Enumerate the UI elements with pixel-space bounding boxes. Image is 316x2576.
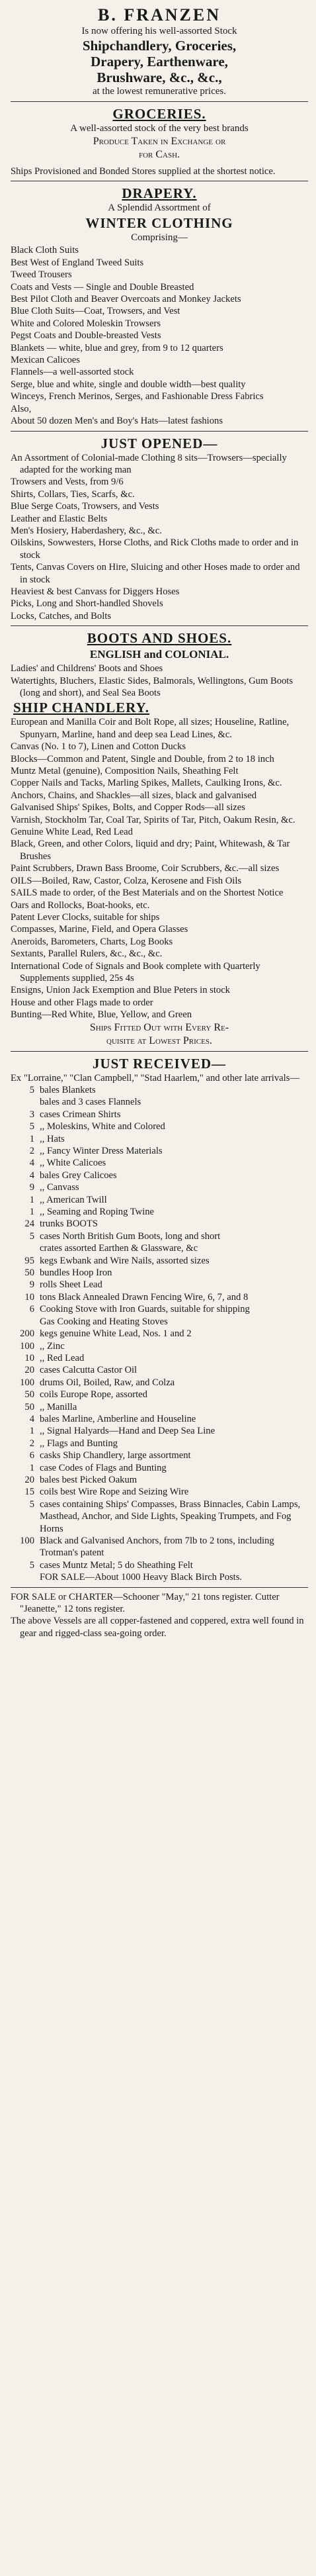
item-description: ,, American Twill [40, 1194, 107, 1205]
section-heading-opened: JUST OPENED— [100, 435, 218, 451]
divider [11, 1587, 308, 1588]
drapery-list [11, 244, 308, 427]
item-quantity: 5 [29, 1121, 34, 1132]
list-item: Patent Lever Clocks, suitable for ships [11, 911, 160, 923]
item-quantity: 4 [29, 1158, 34, 1169]
item-description: case Codes of Flags and Bunting [40, 1462, 167, 1473]
list-item: White and Colored Moleskin Trowsers [11, 318, 161, 329]
list-item [11, 1170, 308, 1181]
list-item: Picks, Long and Short-handled Shovels [11, 598, 163, 610]
list-item: Tweed Trousers [11, 269, 72, 281]
list-item: Coats and Vests — Single and Double Breasted [11, 281, 194, 293]
item-quantity: 15 [24, 1487, 34, 1498]
groceries-line-4: Ships Provisioned and Bonded Stores supplied at the shortest notice. [11, 166, 276, 177]
item-description: bundles Hoop Iron [40, 1267, 112, 1279]
list-item [11, 1194, 308, 1206]
list-item: Paint Scrubbers, Drawn Bass Broome, Coir Scrubbers, &c.—all sizes [11, 863, 280, 874]
winter-clothing: WINTER CLOTHING [85, 215, 233, 232]
list-item: Best West of England Tweed Suits [11, 257, 144, 268]
list-item [11, 1498, 308, 1535]
divider [11, 625, 308, 626]
item-description: cases North British Gum Boots, long and short [40, 1230, 221, 1242]
item-description: ,, Canvass [40, 1182, 79, 1193]
item-description: tons Black Annealed Drawn Fencing Wire, 6, 7, and 8 [40, 1291, 249, 1303]
list-item: Muntz Metal (genuine), Composition Nails, Sheathing Felt [11, 766, 239, 777]
item-quantity: 20 [24, 1365, 34, 1376]
list-item [11, 1145, 308, 1157]
list-item [11, 1291, 308, 1303]
list-item [11, 1242, 308, 1254]
item-quantity: 1 [29, 1462, 34, 1473]
item-description: ,, White Calicoes [40, 1158, 106, 1169]
item-description: ,, Fancy Winter Dress Materials [40, 1146, 163, 1156]
item-description: FOR SALE—About 1000 Heavy Black Birch Posts. [40, 1572, 243, 1583]
groceries-line-2: Produce Taken in Exchange or [93, 136, 226, 147]
list-item: Flannels—a well-assorted stock [11, 367, 134, 378]
item-quantity: 1 [29, 1194, 34, 1205]
item-quantity: 100 [20, 1377, 34, 1388]
list-item [11, 1438, 308, 1449]
item-quantity: 1 [29, 1426, 34, 1437]
list-item [11, 1340, 308, 1352]
list-item [11, 1279, 308, 1291]
section-heading-boots: BOOTS AND SHOES. [87, 630, 232, 647]
list-item: Watertights, Bluchers, Elastic Sides, Balmorals, Wellingtons, Gum Boots (long and short), and Seal Sea Boots [11, 675, 294, 698]
boots-list [11, 663, 308, 699]
list-item: Black Cloth Suits [11, 245, 79, 256]
item-description: crates assorted Earthen & Glassware, &c [40, 1243, 198, 1254]
opened-list [11, 452, 308, 623]
list-item [11, 1218, 308, 1230]
merchant-name: B. FRANZEN [97, 5, 221, 24]
list-item [11, 1352, 308, 1364]
item-quantity: 10 [24, 1352, 34, 1363]
item-quantity: 200 [20, 1328, 34, 1340]
list-item [11, 1230, 308, 1242]
list-item: Trowsers and Vests, from 9/6 [11, 477, 124, 488]
item-description: Cooking Stove with Iron Guards, suitable for shipping [40, 1304, 250, 1315]
item-quantity: 5 [29, 1084, 34, 1095]
divider [11, 431, 308, 432]
groceries-line-3: for Cash. [138, 149, 180, 160]
item-quantity: 5 [29, 1230, 34, 1242]
item-quantity: 2 [29, 1438, 34, 1449]
item-quantity: 100 [20, 1340, 34, 1352]
list-item: Mexican Calicoes [11, 355, 80, 366]
item-quantity: 5 [29, 1559, 34, 1571]
list-item: Heaviest & best Canvass for Diggers Hoses [11, 586, 180, 597]
item-quantity: 4 [29, 1170, 34, 1181]
item-quantity: 24 [24, 1219, 34, 1230]
list-item: Blue Cloth Suits—Coat, Trowsers, and Vest [11, 306, 180, 317]
sale-vessels: The above Vessels are all copper-fastened and coppered, extra well found in gear and rigged-class sea-going order. [11, 1616, 304, 1639]
item-quantity: 1 [29, 1207, 34, 1218]
list-item [11, 1413, 308, 1425]
prices-line: at the lowest remunerative prices. [92, 86, 226, 97]
list-item [11, 1401, 308, 1413]
item-description: bales Blankets [40, 1084, 96, 1095]
item-quantity: 50 [24, 1267, 34, 1279]
intro-line: Is now offering his well-assorted Stock [81, 26, 237, 36]
list-item [11, 1535, 308, 1559]
list-item [11, 1474, 308, 1486]
item-description: Gas Cooking and Heating Stoves [40, 1316, 168, 1327]
list-item: Ladies' and Childrens' Boots and Shoes [11, 663, 163, 674]
item-description: ,, Flags and Bunting [40, 1438, 118, 1449]
item-description: kegs genuine White Lead, Nos. 1 and 2 [40, 1328, 192, 1340]
item-description: ,, Manilla [40, 1401, 77, 1412]
item-description: coils Europe Rope, assorted [40, 1389, 147, 1401]
item-description: kegs Ewbank and Wire Nails, assorted sizes [40, 1255, 210, 1266]
item-description: ,, Moleskins, White and Colored [40, 1121, 165, 1132]
list-item [11, 1364, 308, 1376]
sale-heading: FOR SALE or CHARTER—Schooner "May," 21 tons register. Cutter "Jeanette," 12 tons register. [11, 1591, 280, 1615]
item-description: bales and 3 cases Flannels [40, 1097, 141, 1108]
list-item: Anchors, Chains, and Shackles—all sizes, black and galvanised [11, 790, 257, 801]
item-quantity [11, 1242, 40, 1254]
list-item [11, 1328, 308, 1340]
item-quantity: 50 [24, 1389, 34, 1401]
section-heading-received: JUST RECEIVED— [92, 1055, 227, 1072]
list-item: International Code of Signals and Book complete with Quarterly Supplements supplied, 25s 4s [11, 960, 260, 984]
list-item: Aneroids, Barometers, Charts, Log Books [11, 936, 173, 947]
list-item: Tents, Canvas Covers on Hire, Sluicing and other Hoses made to order and in stock [11, 562, 300, 585]
list-item [11, 1255, 308, 1267]
list-item: Men's Hosiery, Haberdashery, &c., &c. [11, 525, 162, 536]
received-ex: Ex "Lorraine," "Clan Campbell," "Stad Haarlem," and other late arrivals— [11, 1072, 299, 1083]
list-item [11, 1449, 308, 1461]
item-quantity: 9 [29, 1182, 34, 1193]
list-item [11, 1316, 308, 1328]
item-description: bales best Picked Oakum [40, 1474, 138, 1485]
list-item: Pegst Coats and Double-breasted Vests [11, 330, 161, 342]
list-item: Blocks—Common and Patent, Single and Double, from 2 to 18 inch [11, 753, 274, 764]
item-quantity: 100 [20, 1536, 34, 1546]
list-item: Locks, Catches, and Bolts [11, 610, 111, 621]
list-item [11, 1571, 308, 1583]
list-item [11, 1096, 308, 1108]
list-item: Best Pilot Cloth and Beaver Overcoats and Monkey Jackets [11, 294, 241, 305]
list-item: Winceys, French Merinos, Serges, and Fashionable Dress Fabrics [11, 391, 264, 402]
list-item [11, 1133, 308, 1145]
item-description: ,, Zinc [40, 1340, 65, 1352]
item-quantity: 1 [29, 1133, 34, 1144]
item-description: Black and Galvanised Anchors, from 7lb to 2 tons, including Trotman's patent [40, 1536, 274, 1559]
item-quantity: 6 [29, 1304, 34, 1315]
item-quantity: 95 [24, 1255, 34, 1266]
list-item: An Assortment of Colonial-made Clothing 8 sits—Trowsers—specially adapted for the working man [11, 452, 287, 475]
item-quantity [11, 1316, 40, 1328]
item-description: cases containing Ships' Compasses, Brass Binnacles, Cabin Lamps, Masthead, Anchor, and Side Lights, Speaking Trumpets, and Fog Horns [40, 1498, 301, 1534]
item-description: casks Ship Chandlery, large assortment [40, 1450, 191, 1461]
list-item [11, 1181, 308, 1193]
item-quantity: 4 [29, 1413, 34, 1424]
headline-drapery: Drapery, Earthenware, [91, 54, 228, 69]
item-description: ,, Hats [40, 1133, 65, 1144]
list-item: Canvas (No. 1 to 7), Linen and Cotton Ducks [11, 741, 186, 753]
list-item: Genuine White Lead, Red Lead [11, 827, 133, 838]
boots-sub: ENGLISH and COLONIAL. [89, 648, 229, 661]
divider [11, 101, 308, 102]
item-quantity: 20 [24, 1474, 34, 1485]
list-item: Sextants, Parallel Rulers, &c., &c., &c. [11, 948, 163, 960]
list-item [11, 1084, 308, 1096]
list-item: Galvanised Ships' Spikes, Bolts, and Copper Rods—all sizes [11, 802, 245, 813]
item-description: bales Marline, Amberline and Houseline [40, 1413, 196, 1424]
list-item: About 50 dozen Men's and Boy's Hats—latest fashions [11, 416, 223, 427]
ship-fitted-1: Ships Fitted Out with Every Re- [89, 1021, 229, 1033]
item-quantity [11, 1096, 40, 1108]
item-description: bales Grey Calicoes [40, 1170, 117, 1181]
item-quantity: 6 [29, 1450, 34, 1461]
groceries-line-1: A well-assorted stock of the very best brands [70, 123, 249, 134]
list-item: Oilskins, Sowwesters, Horse Cloths, and Rick Cloths made to order and in stock [11, 537, 299, 561]
list-item [11, 1109, 308, 1121]
list-item: Bunting—Red White, Blue, Yellow, and Green [11, 1009, 192, 1021]
item-quantity: 5 [29, 1498, 34, 1510]
item-quantity: 2 [29, 1146, 34, 1156]
item-description: trunks BOOTS [40, 1219, 98, 1230]
drapery-sub: A Splendid Assortment of [108, 203, 211, 214]
item-description: cases Calcutta Castor Oil [40, 1365, 138, 1376]
list-item: Oars and Rollocks, Boat-hooks, etc. [11, 899, 150, 911]
list-item: Black, Green, and other Colors, liquid and dry; Paint, Whitewash, & Tar Brushes [11, 839, 290, 862]
item-quantity: 3 [29, 1109, 34, 1120]
item-description: cases Muntz Metal; 5 do Sheathing Felt [40, 1559, 193, 1571]
section-heading-drapery: DRAPERY. [122, 185, 197, 202]
list-item [11, 1157, 308, 1169]
section-heading-ship: SHIP CHANDLERY. [13, 700, 150, 716]
received-list [11, 1084, 308, 1584]
drapery-comprising: Comprising— [131, 232, 188, 244]
item-description: rolls Sheet Lead [40, 1279, 102, 1291]
item-description: ,, Signal Halyards—Hand and Deep Sea Line [40, 1426, 216, 1437]
headline-shipchandlery: Shipchandlery, Groceries, [82, 38, 237, 54]
item-quantity: 50 [24, 1401, 34, 1412]
list-item: SAILS made to order, of the Best Materials and on the Shortest Notice [11, 888, 284, 899]
list-item [11, 1389, 308, 1401]
list-item: Shirts, Collars, Ties, Scarfs, &c. [11, 488, 135, 500]
list-item: Blue Serge Coats, Trowsers, and Vests [11, 501, 159, 512]
list-item: Varnish, Stockholm Tar, Coal Tar, Spirits of Tar, Pitch, Oakum Resin, &c. [11, 814, 296, 825]
list-item [11, 1267, 308, 1279]
item-description: coils best Wire Rope and Seizing Wire [40, 1487, 189, 1498]
item-description: ,, Red Lead [40, 1352, 85, 1363]
item-description: drums Oil, Boiled, Raw, and Colza [40, 1377, 175, 1388]
list-item: European and Manilla Coir and Bolt Rope, all sizes; Houseline, Ratline, Spunyarn, Marline, hand and deep sea Lead Lines, &c. [11, 717, 290, 740]
list-item [11, 1303, 308, 1315]
list-item: Copper Nails and Tacks, Marling Spikes, Mallets, Caulking Irons, &c. [11, 778, 282, 789]
divider [11, 1051, 308, 1052]
list-item: Leather and Elastic Belts [11, 513, 108, 524]
list-item [11, 1462, 308, 1474]
list-item: Compasses, Marine, Field, and Opera Glasses [11, 924, 188, 935]
list-item: Ensigns, Union Jack Exemption and Blue Peters in stock [11, 985, 230, 996]
item-quantity: 10 [24, 1291, 34, 1303]
ship-fitted-2: quisite at Lowest Prices. [106, 1035, 212, 1046]
list-item: OILS—Boiled, Raw, Castor, Colza, Kerosene and Fish Oils [11, 875, 242, 886]
list-item: House and other Flags made to order [11, 997, 153, 1008]
list-item: Serge, blue and white, single and double width—best quality [11, 379, 246, 390]
headline-brushware: Brushware, &c., &c., [97, 69, 222, 85]
list-item [11, 1121, 308, 1132]
list-item [11, 1486, 308, 1498]
list-item [11, 1559, 308, 1571]
item-description: ,, Seaming and Roping Twine [40, 1207, 155, 1218]
item-description: cases Crimean Shirts [40, 1109, 121, 1120]
list-item: Blankets — white, blue and grey, from 9 to 12 quarters [11, 342, 223, 353]
list-item [11, 1425, 308, 1437]
list-item [11, 1206, 308, 1218]
section-heading-groceries: GROCERIES. [112, 106, 206, 122]
item-quantity: 9 [29, 1279, 34, 1291]
ship-list [11, 716, 308, 1021]
item-quantity [11, 1571, 40, 1583]
list-item: Also, [11, 403, 32, 414]
list-item [11, 1377, 308, 1389]
